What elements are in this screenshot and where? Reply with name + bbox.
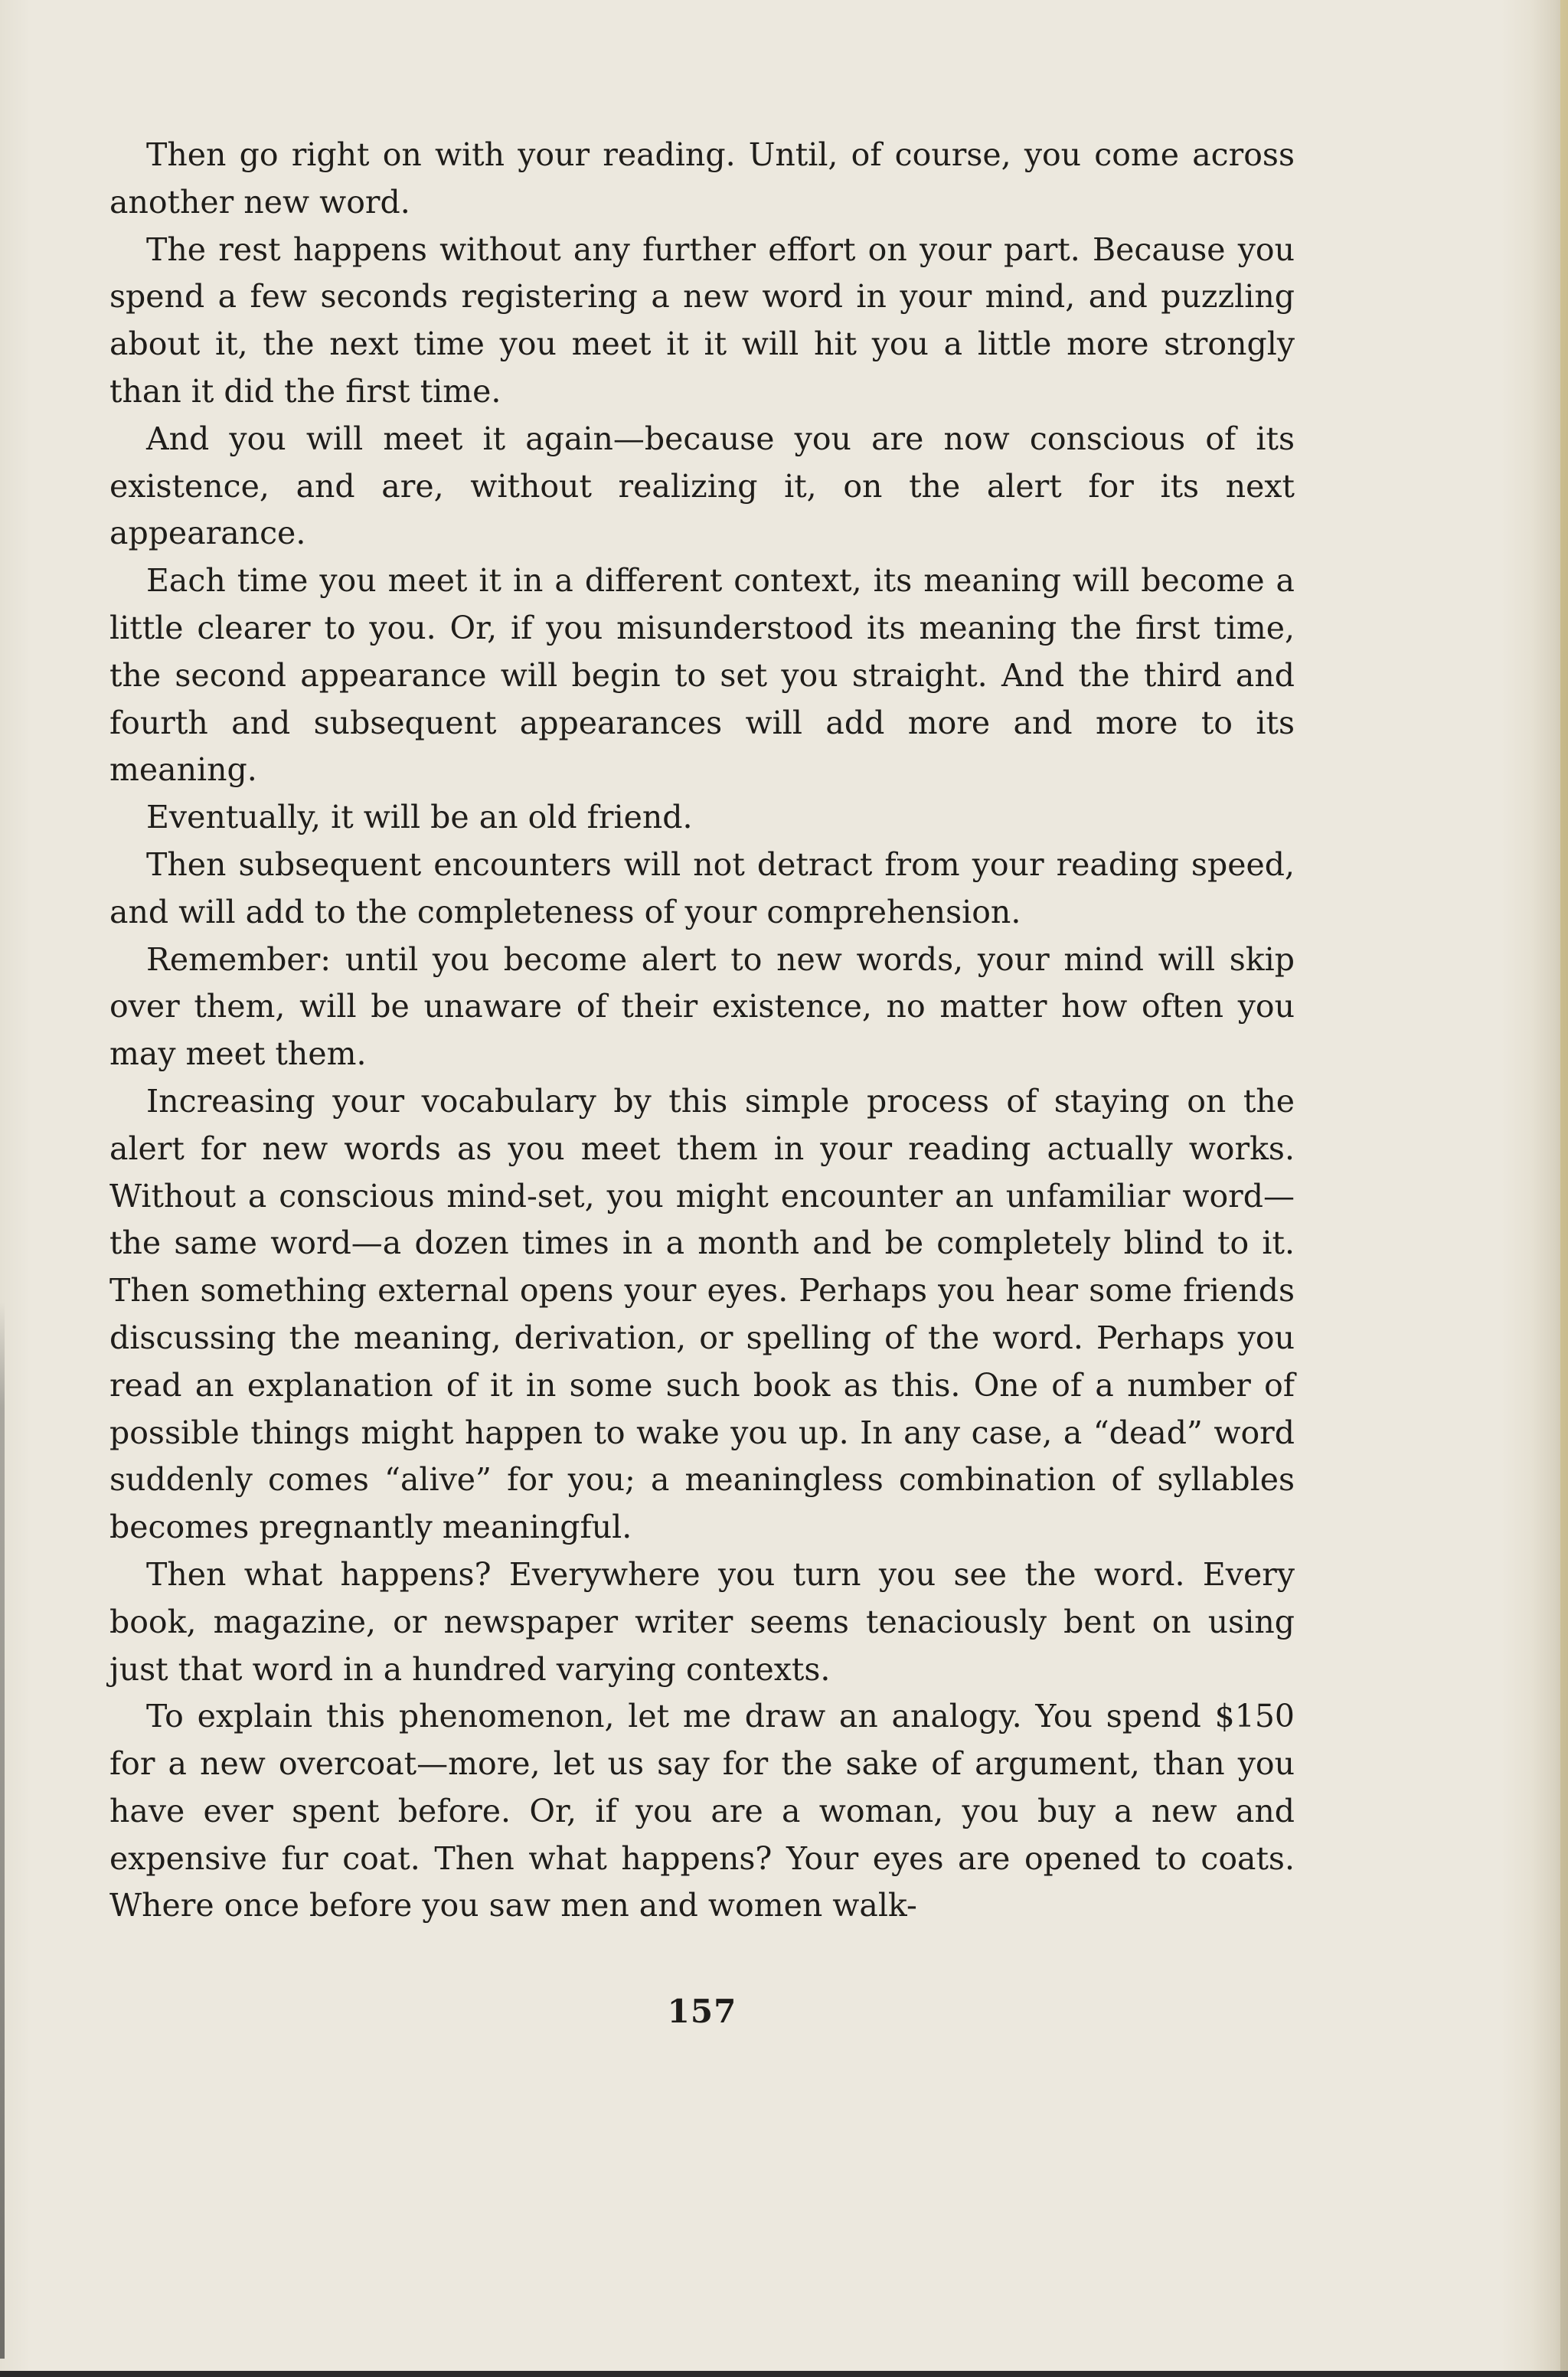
paragraph: Then subsequent encounters will not detract from your reading speed, and will add to the completeness of your comprehension. bbox=[109, 845, 1295, 930]
paragraph: Each time you meet it in a different context, its meaning will become a little clearer to you. Or, if you misunderstood its meaning the first time, the second appearance will begin to set you straight. And the third and fourth and subsequent appearances will add more and more to its meaning. bbox=[109, 562, 1295, 789]
paragraph: The rest happens without any further effort on your part. Because you spend a few seconds registering a new word in your mind, and puzzling about it, the next time you meet it it will hit you a little more strongly than it did the first time. bbox=[109, 231, 1295, 410]
page-number: 157 bbox=[667, 1993, 737, 2030]
page-bottom-edge bbox=[0, 2371, 1568, 2377]
paragraph: To explain this phenomenon, let me draw an analogy. You spend $150 for a new overcoat—more, let us say for the sake of argument, than you have ever spent before. Or, if you are a woman, you buy a new and expensive fur coat. Then what happens? Your eyes are opened to coats. Where once before you saw men and women walk- bbox=[109, 1698, 1295, 1924]
paragraph: Remember: until you become alert to new words, your mind will skip over them, will be unaware of their existence, no matter how often you may meet them. bbox=[109, 940, 1295, 1073]
paragraph: And you will meet it again—because you are now conscious of its existence, and are, without realizing it, on the alert for its next appearance. bbox=[109, 420, 1295, 552]
paragraph: Then go right on with your reading. Until, of course, you come across another new word. bbox=[109, 136, 1295, 221]
paragraph: Increasing your vocabulary by this simple process of staying on the alert for new words as you meet them in your reading actually works. Without a conscious mind-set, you might encounter an unfamiliar word—the same word—a dozen times in a month and be completely blind to it. Then something external opens your eyes. Perhaps you hear some friends discussing the meaning, derivation, or spelling of the word. Perhaps you read an explanation of it in some such book as this. One of a number of possible things might happen to wake you up. In any case, a “dead” word suddenly comes “alive” for you; a meaningless combination of syllables becomes pregnantly meaningful. bbox=[109, 1082, 1295, 1546]
page-binding-shadow bbox=[0, 1302, 5, 2359]
paragraph: Eventually, it will be an old friend. bbox=[146, 799, 693, 836]
paragraph: Then what happens? Everywhere you turn you see the word. Every book, magazine, or newspaper writer seems tenaciously bent on using just that word in a hundred varying contexts. bbox=[109, 1555, 1295, 1688]
page-edge bbox=[1560, 0, 1568, 2377]
body-text bbox=[109, 132, 1295, 1930]
